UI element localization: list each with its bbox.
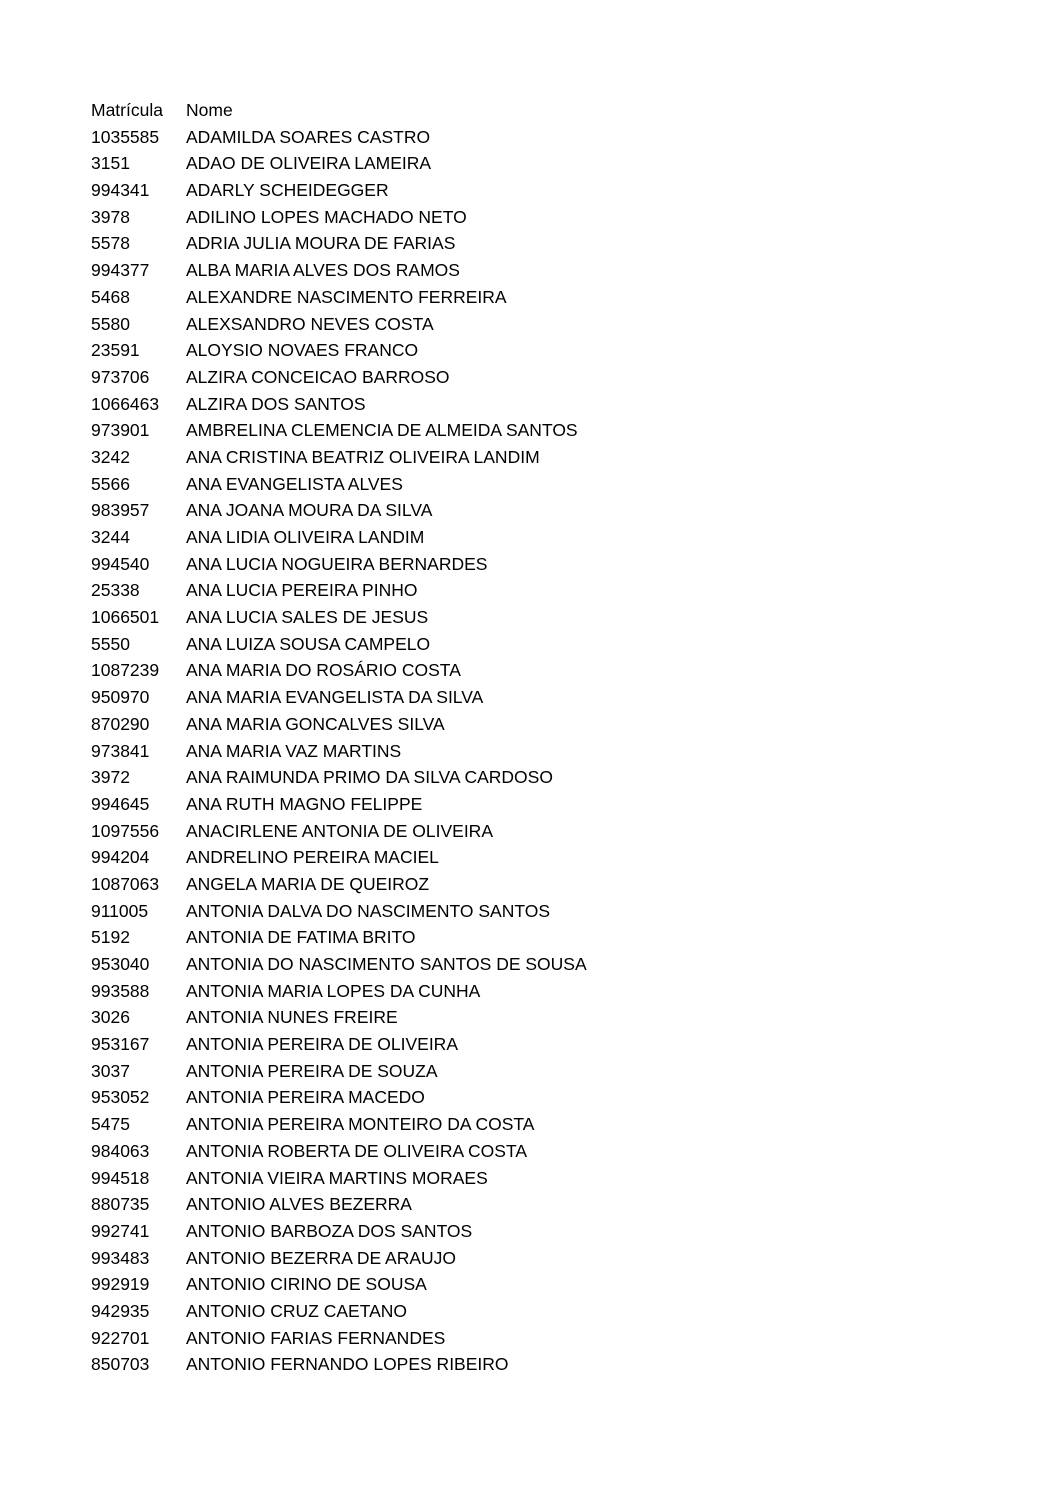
cell-nome: ANA LUIZA SOUSA CAMPELO — [186, 633, 431, 654]
table-row — [91, 1298, 587, 1325]
cell-matricula: 994518 — [91, 1167, 150, 1188]
cell-nome: ANA CRISTINA BEATRIZ OLIVEIRA LANDIM — [186, 446, 540, 467]
cell-nome: ANA RUTH MAGNO FELIPPE — [186, 793, 423, 814]
cell-matricula: 850703 — [91, 1354, 150, 1375]
cell-nome: ALZIRA CONCEICAO BARROSO — [186, 366, 450, 387]
cell-matricula: 983957 — [91, 500, 150, 521]
table-row — [91, 1031, 587, 1058]
cell-matricula: 993588 — [91, 980, 150, 1001]
table-row — [91, 951, 587, 978]
cell-nome: ALEXANDRE NASCIMENTO FERREIRA — [186, 286, 507, 307]
cell-matricula: 992741 — [91, 1220, 150, 1241]
cell-nome: ALZIRA DOS SANTOS — [186, 393, 366, 414]
cell-nome: ANA MARIA VAZ MARTINS — [186, 740, 402, 761]
cell-nome: ANGELA MARIA DE QUEIROZ — [186, 873, 430, 894]
cell-matricula: 994204 — [91, 847, 150, 868]
cell-matricula: 3026 — [91, 1007, 130, 1028]
cell-nome: ANTONIO BARBOZA DOS SANTOS — [186, 1220, 473, 1241]
header-matricula: Matrícula — [91, 100, 163, 120]
cell-nome: ANTONIA ROBERTA DE OLIVEIRA COSTA — [186, 1140, 528, 1161]
cell-nome: ANTONIO FERNANDO LOPES RIBEIRO — [186, 1354, 509, 1375]
cell-matricula: 5566 — [91, 473, 130, 494]
cell-nome: ANA MARIA DO ROSÁRIO COSTA — [186, 660, 461, 681]
cell-nome: ALBA MARIA ALVES DOS RAMOS — [186, 260, 460, 281]
table-row — [91, 417, 587, 444]
cell-matricula: 953167 — [91, 1034, 150, 1055]
cell-matricula: 994540 — [91, 553, 150, 574]
cell-nome: ANA LUCIA PEREIRA PINHO — [186, 580, 418, 601]
table-row — [91, 444, 587, 471]
table-row — [91, 124, 587, 151]
table-row — [91, 1084, 587, 1111]
cell-nome: ADAO DE OLIVEIRA LAMEIRA — [186, 153, 432, 174]
table-row — [91, 898, 587, 925]
cell-matricula: 973841 — [91, 740, 150, 761]
table-row — [91, 551, 587, 578]
cell-nome: ANTONIO BEZERRA DE ARAUJO — [186, 1247, 457, 1268]
cell-nome: ALOYSIO NOVAES FRANCO — [186, 340, 419, 361]
cell-matricula: 5475 — [91, 1114, 130, 1135]
table-row — [91, 871, 587, 898]
cell-matricula: 5580 — [91, 313, 130, 334]
table-row — [91, 818, 587, 845]
cell-nome: ANTONIA DO NASCIMENTO SANTOS DE SOUSA — [186, 954, 587, 974]
cell-nome: ANA MARIA GONCALVES SILVA — [186, 713, 445, 734]
table-row — [91, 924, 587, 951]
cell-matricula: 992919 — [91, 1274, 150, 1295]
cell-matricula: 5192 — [91, 927, 130, 948]
cell-matricula: 911005 — [91, 900, 149, 921]
table-row — [91, 364, 587, 391]
table-row — [91, 497, 587, 524]
cell-nome: ANA JOANA MOURA DA SILVA — [186, 500, 433, 521]
cell-matricula: 5468 — [91, 286, 130, 307]
cell-nome: ANTONIA DALVA DO NASCIMENTO SANTOS — [186, 900, 551, 921]
cell-nome: ANTONIA MARIA LOPES DA CUNHA — [186, 980, 481, 1001]
table-row — [91, 150, 587, 177]
cell-matricula: 870290 — [91, 713, 150, 734]
cell-nome: ANTONIA PEREIRA MONTEIRO DA COSTA — [186, 1114, 535, 1135]
cell-nome: ANA EVANGELISTA ALVES — [186, 473, 403, 494]
cell-matricula: 1066501 — [91, 607, 160, 628]
cell-nome: ANTONIA PEREIRA DE OLIVEIRA — [186, 1034, 458, 1055]
table-row — [91, 1004, 587, 1031]
cell-nome: ANA MARIA EVANGELISTA DA SILVA — [186, 687, 484, 708]
cell-nome: ANDRELINO PEREIRA MACIEL — [186, 847, 439, 868]
table-row — [91, 337, 587, 364]
table-row — [91, 684, 587, 711]
cell-nome: ADARLY SCHEIDEGGER — [186, 180, 389, 201]
employee-table — [91, 97, 587, 1378]
cell-matricula: 993483 — [91, 1247, 150, 1268]
cell-matricula: 5550 — [91, 633, 130, 654]
table-row — [91, 1245, 587, 1272]
cell-nome: ANTONIA NUNES FREIRE — [186, 1007, 398, 1028]
table-row — [91, 791, 587, 818]
table-body — [91, 124, 587, 1378]
cell-matricula: 942935 — [91, 1300, 150, 1321]
table-row — [91, 1271, 587, 1298]
cell-matricula: 994341 — [91, 180, 150, 201]
cell-nome: ANTONIA VIEIRA MARTINS MORAES — [186, 1167, 488, 1188]
table-row — [91, 1351, 587, 1378]
table-row — [91, 844, 587, 871]
cell-matricula: 3972 — [91, 767, 130, 788]
table-row — [91, 391, 587, 418]
cell-matricula: 994645 — [91, 793, 150, 814]
table-row — [91, 978, 587, 1005]
cell-matricula: 1087063 — [91, 873, 160, 894]
cell-nome: ANA LIDIA OLIVEIRA LANDIM — [186, 527, 425, 547]
table-row — [91, 257, 587, 284]
cell-nome: ALEXSANDRO NEVES COSTA — [186, 313, 434, 334]
cell-nome: ANTONIO CIRINO DE SOUSA — [186, 1274, 427, 1295]
cell-matricula: 3242 — [91, 446, 130, 467]
table-row — [91, 657, 587, 684]
cell-matricula: 5578 — [91, 233, 130, 254]
cell-matricula: 3037 — [91, 1060, 130, 1081]
cell-matricula: 950970 — [91, 687, 150, 708]
table-row — [91, 577, 587, 604]
cell-nome: ANTONIA DE FATIMA BRITO — [186, 927, 416, 948]
cell-matricula: 953040 — [91, 954, 150, 974]
table-row — [91, 311, 587, 338]
cell-nome: ANTONIO ALVES BEZERRA — [186, 1194, 412, 1215]
cell-nome: ADAMILDA SOARES CASTRO — [186, 126, 431, 147]
table-row — [91, 631, 587, 658]
table-row — [91, 604, 587, 631]
table-row — [91, 204, 587, 231]
table-row — [91, 524, 587, 551]
header-nome: Nome — [186, 100, 233, 120]
table-row — [91, 711, 587, 738]
cell-nome: ANACIRLENE ANTONIA DE OLIVEIRA — [186, 820, 493, 841]
table-row — [91, 764, 587, 791]
cell-nome: ADRIA JULIA MOURA DE FARIAS — [186, 233, 456, 254]
table-row — [91, 284, 587, 311]
cell-matricula: 994377 — [91, 260, 150, 281]
cell-nome: ANTONIO FARIAS FERNANDES — [186, 1327, 446, 1348]
cell-nome: ANTONIA PEREIRA MACEDO — [186, 1087, 425, 1108]
cell-matricula: 880735 — [91, 1194, 150, 1215]
cell-matricula: 3244 — [91, 527, 130, 547]
cell-matricula: 1035585 — [91, 126, 160, 147]
cell-matricula: 3978 — [91, 206, 130, 227]
cell-nome: ANTONIO CRUZ CAETANO — [186, 1300, 408, 1321]
cell-matricula: 23591 — [91, 340, 140, 361]
cell-nome: AMBRELINA CLEMENCIA DE ALMEIDA SANTOS — [186, 420, 578, 441]
cell-nome: ADILINO LOPES MACHADO NETO — [186, 206, 467, 227]
cell-matricula: 1066463 — [91, 393, 160, 414]
cell-matricula: 922701 — [91, 1327, 150, 1348]
cell-matricula: 953052 — [91, 1087, 150, 1108]
cell-matricula: 3151 — [91, 153, 130, 174]
table-row — [91, 230, 587, 257]
table-row — [91, 177, 587, 204]
table-row — [91, 1325, 587, 1352]
cell-nome: ANA LUCIA NOGUEIRA BERNARDES — [186, 553, 488, 574]
cell-matricula: 973901 — [91, 420, 150, 441]
cell-nome: ANA LUCIA SALES DE JESUS — [186, 607, 429, 628]
cell-nome: ANA RAIMUNDA PRIMO DA SILVA CARDOSO — [186, 767, 553, 788]
cell-nome: ANTONIA PEREIRA DE SOUZA — [186, 1060, 438, 1081]
cell-matricula: 1097556 — [91, 820, 160, 841]
cell-matricula: 1087239 — [91, 660, 160, 681]
cell-matricula: 984063 — [91, 1140, 150, 1161]
cell-matricula: 25338 — [91, 580, 140, 601]
cell-matricula: 973706 — [91, 366, 150, 387]
table-row — [91, 1111, 587, 1138]
table-row — [91, 1058, 587, 1085]
table-row — [91, 1191, 587, 1218]
table-row — [91, 1218, 587, 1245]
table-row — [91, 1138, 587, 1165]
table-row — [91, 1165, 587, 1192]
table-row — [91, 471, 587, 498]
table-row — [91, 738, 587, 765]
table-header-row — [91, 97, 587, 124]
